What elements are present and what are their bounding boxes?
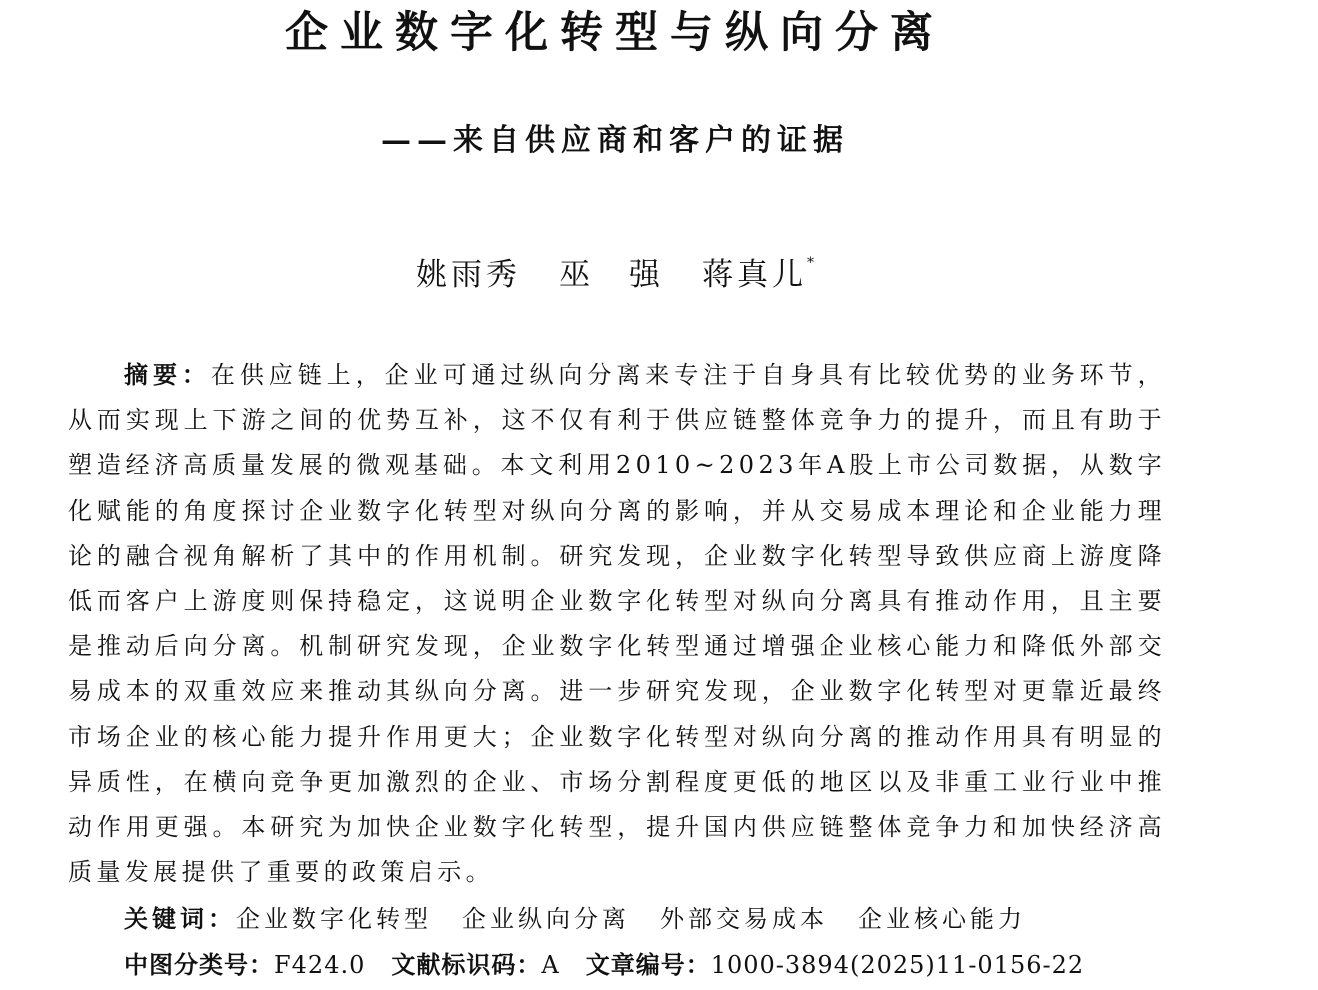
- keyword: 企业纵向分离: [462, 905, 630, 933]
- author-list: [0, 238, 1230, 300]
- doc-code-label: 文献标识码：: [391, 951, 542, 979]
- paper-subtitle: ——来自供应商和客户的证据: [381, 123, 849, 158]
- keyword: 外部交易成本: [660, 905, 828, 933]
- doc-code-value: A: [541, 951, 560, 979]
- clc-value: F424.0: [274, 951, 366, 979]
- keyword: 企业核心能力: [858, 905, 1026, 933]
- abstract: [68, 353, 1166, 895]
- paper-title: 企业数字化转型与纵向分离: [285, 8, 945, 58]
- clc-label: 中图分类号：: [124, 951, 274, 979]
- article-number-label: 文章编号：: [585, 951, 711, 979]
- keyword: 企业数字化转型: [236, 905, 432, 933]
- author-name: 姚雨秀: [416, 257, 521, 293]
- author-name: 蒋真儿: [702, 257, 807, 293]
- abstract-label: 摘要：: [124, 361, 211, 389]
- author-footnote-mark: *: [807, 255, 814, 271]
- keywords-label: 关键词：: [124, 905, 236, 933]
- abstract-text: 在供应链上，企业可通过纵向分离来专注于自身具有比较优势的业务环节，从而实现上下游之间的优势互补，这不仅有利于供应链整体竞争力的提升，而且有助于塑造经济高质量发展的微观基础。本文利用2010~2023年A股上市公司数据，从数字化赋能的角度探讨企业数字化转型对纵向分离的影响，并从交易成本理论和企业能力理论的融合视角解析了其中的作用机制。研究发现，企业数字化转型导致供应商上游度降低而客户上游度则保持稳定，这说明企业数字化转型对纵向分离具有推动作用，且主要是推动后向分离。机制研究发现，企业数字化转型通过增强企业核心能力和降低外部交易成本的双重效应来推动其纵向分离。进一步研究发现，企业数字化转型对更靠近最终市场企业的核心能力提升作用更大；企业数字化转型对纵向分离的推动作用具有明显的异质性，在横向竞争更加激烈的企业、市场分割程度更低的地区以及非重工业行业中推动作用更强。本研究为加快企业数字化转型，提升国内供应链整体竞争力和加快经济高质量发展提供了重要的政策启示。: [68, 361, 1167, 887]
- classification-line: [124, 943, 1084, 988]
- keywords: [124, 897, 1026, 942]
- article-number-value: 1000-3894(2025)11-0156-22: [710, 951, 1085, 979]
- author-name: 巫 强: [559, 257, 664, 293]
